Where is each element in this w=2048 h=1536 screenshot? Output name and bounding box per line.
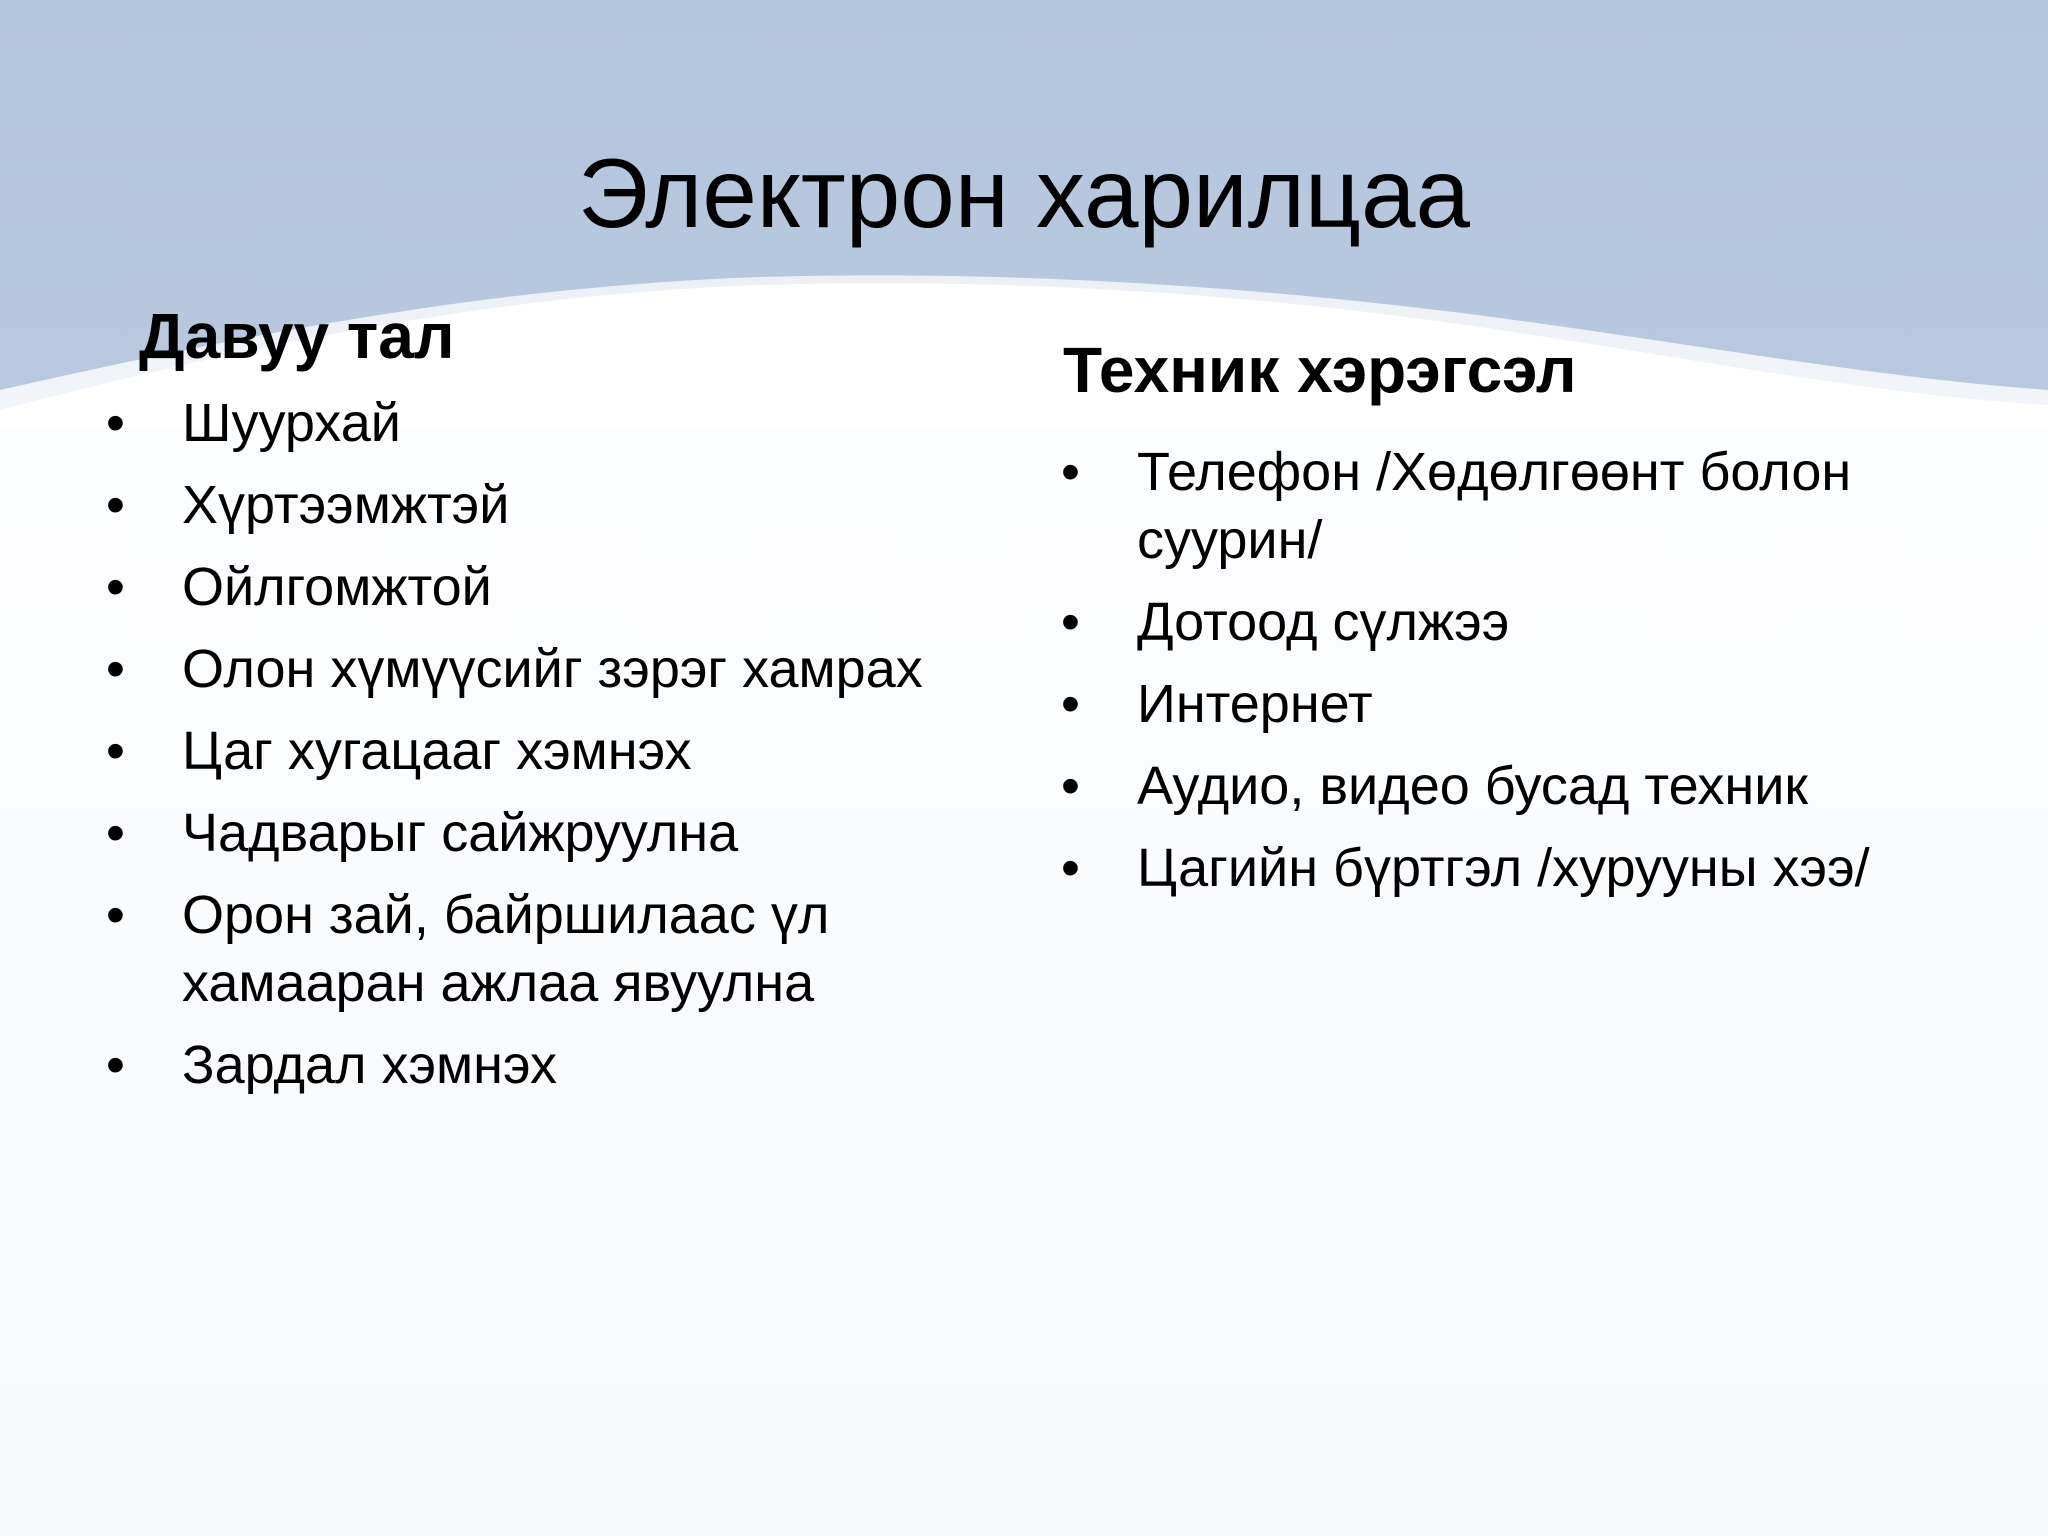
list-item-text: Чадварыг сайжруулна: [182, 803, 739, 863]
list-item-text: Олон хүмүүсийг зэрэг хамрах: [182, 639, 923, 699]
list-item-text: Ойлгомжтой: [182, 557, 492, 617]
bullet-icon: •: [106, 475, 125, 535]
bullet-icon: •: [1061, 592, 1080, 652]
bullet-icon: •: [106, 639, 125, 699]
bullet-icon: •: [106, 721, 125, 781]
list-item: [1061, 834, 2001, 902]
list-item-text: Телефон /Хөдөлгөөнт болон суурин/: [1137, 442, 1852, 570]
bullet-icon: •: [106, 803, 125, 863]
bullet-icon: •: [106, 557, 125, 617]
equipment-list: [1061, 438, 2001, 916]
list-item-text: Зардал хэмнэх: [182, 1035, 557, 1095]
bullet-icon: •: [106, 1035, 125, 1095]
list-item: [106, 717, 1006, 785]
advantages-heading: Давуу тал: [139, 300, 455, 372]
list-item-text: Аудио, видео бусад техник: [1137, 756, 1809, 816]
bullet-icon: •: [106, 885, 125, 945]
bullet-icon: •: [1061, 442, 1080, 502]
list-item: [106, 471, 1006, 539]
bullet-icon: •: [1061, 756, 1080, 816]
list-item-text: Цаг хугацааг хэмнэх: [182, 721, 692, 781]
list-item-text: Орон зай, байршилаас үл хамааран ажлаа явуулна: [182, 885, 830, 1013]
slide-title: Электрон харилцаа: [577, 138, 1471, 248]
list-item: [1061, 438, 2001, 574]
bullet-icon: •: [1061, 838, 1080, 898]
list-item: [106, 389, 1006, 457]
bullet-icon: •: [106, 393, 125, 453]
list-item-text: Дотоод сүлжээ: [1137, 592, 1510, 652]
list-item: [106, 553, 1006, 621]
bullet-icon: •: [1061, 674, 1080, 734]
list-item: [1061, 588, 2001, 656]
list-item: [106, 881, 1006, 1017]
advantages-list: [106, 389, 1006, 1113]
list-item-text: Шуурхай: [182, 393, 401, 453]
list-item: [106, 635, 1006, 703]
equipment-heading: Техник хэрэгсэл: [1063, 334, 1577, 406]
list-item-text: Цагийн бүртгэл /хурууны хээ/: [1137, 838, 1870, 898]
list-item: [1061, 752, 2001, 820]
list-item: [106, 799, 1006, 867]
list-item: [1061, 670, 2001, 738]
list-item-text: Интернет: [1137, 674, 1373, 734]
list-item-text: Хүртээмжтэй: [182, 475, 510, 535]
list-item: [106, 1031, 1006, 1099]
